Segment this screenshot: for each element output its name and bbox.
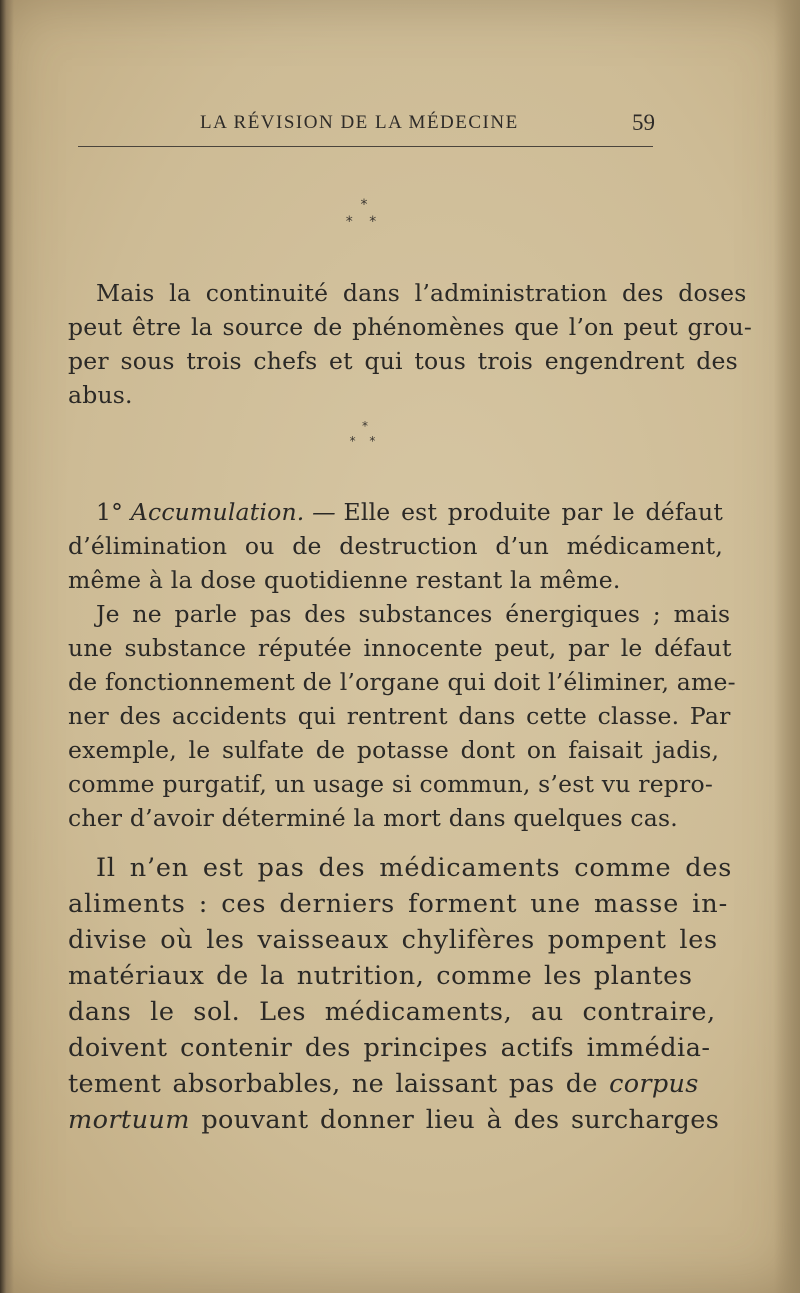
latin-term: corpus [609, 1069, 699, 1099]
paragraph-line: doivent contenir des principes actifs immédia- [68, 1033, 711, 1063]
asterism-divider [334, 198, 394, 229]
paragraph-line: dans le sol. Les médicaments, au contraire, [68, 997, 716, 1027]
paragraph-line: Il n’en est pas des médicaments comme des [96, 853, 733, 883]
section-heading: Accumulation. — [130, 498, 336, 526]
page-binding-edge [0, 0, 14, 1293]
line-text: tement absorbables, ne laissant pas de [68, 1069, 598, 1099]
asterism-divider [335, 420, 395, 447]
paragraph-line: divise où les vaisseaux chylifères pompent les [68, 925, 718, 955]
paragraph-line [68, 1069, 699, 1099]
paragraph-line: aliments : ces derniers forment une masse in- [68, 889, 729, 919]
paragraph-line [68, 1105, 719, 1135]
section-number: 1° [96, 498, 124, 526]
asterism-bottom: * * [349, 434, 381, 448]
paragraph-line: Je ne parle pas des substances énergiques ; mais [96, 600, 731, 628]
paragraph-line: même à la dose quotidienne restant la même. [68, 566, 621, 594]
section-heading-continuation: Elle est produite par le défaut [343, 498, 723, 526]
running-head-title: LA RÉVISION DE LA MÉDECINE [200, 112, 519, 133]
running-head [200, 112, 655, 138]
latin-term: mortuum [68, 1105, 190, 1135]
line-text: pouvant donner lieu à des surcharges [201, 1105, 720, 1135]
paragraph-line: de fonctionnement de l’organe qui doit l’éliminer, ame- [68, 668, 736, 696]
paragraph-line: d’élimination ou de destruction d’un médicament, [68, 532, 723, 560]
header-rule [78, 146, 653, 147]
page-number: 59 [632, 110, 655, 135]
paragraph-line: exemple, le sulfate de potasse dont on faisait jadis, [68, 736, 720, 764]
paragraph-line: comme purgatif, un usage si commun, s’est vu repro- [68, 770, 713, 798]
paragraph-line: peut être la source de phénomènes que l’on peut grou- [68, 313, 753, 341]
paragraph-line: Mais la continuité dans l’administration des doses [96, 279, 747, 307]
asterism-top: * [360, 197, 368, 213]
asterism-bottom: * * [345, 214, 383, 230]
paragraph-line: per sous trois chefs et qui tous trois engendrent des [68, 347, 738, 375]
paragraph-line: abus. [68, 381, 133, 409]
page-fore-edge [774, 0, 800, 1293]
paragraph-line: ner des accidents qui rentrent dans cette classe. Par [68, 702, 731, 730]
asterism-top: * [362, 419, 368, 433]
paragraph-line: une substance réputée innocente peut, par le défaut [68, 634, 732, 662]
paragraph-line: cher d’avoir déterminé la mort dans quelques cas. [68, 804, 678, 832]
paragraph-line [96, 498, 723, 526]
paragraph-line: matériaux de la nutrition, comme les plantes [68, 961, 693, 991]
